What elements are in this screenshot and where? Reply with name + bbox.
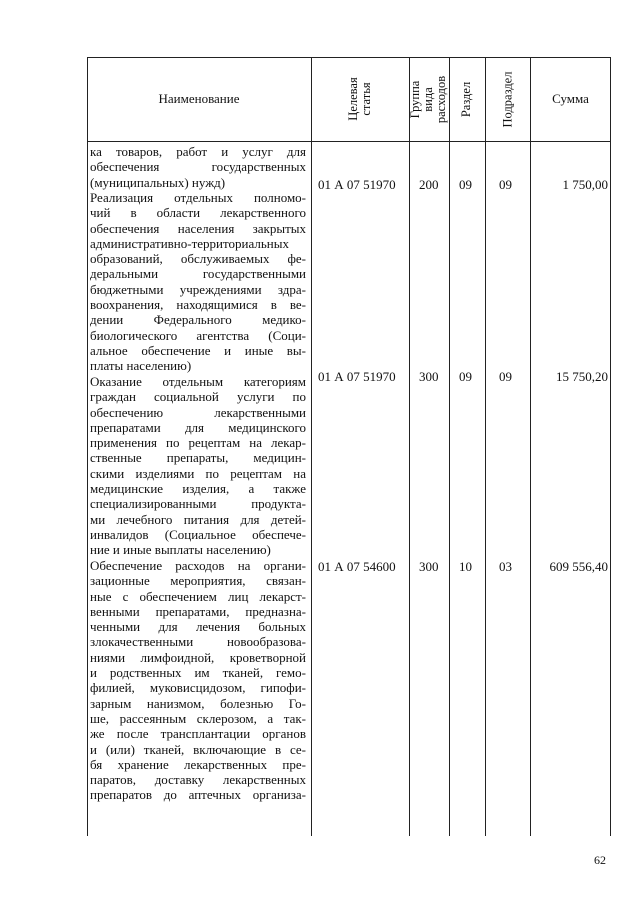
row-section: 09: [459, 177, 472, 192]
description-line: зарным нанизмом, болезнью Го-: [90, 695, 306, 711]
description-line: ше, рассеянным склерозом, а так-: [90, 710, 306, 726]
description-line: применения по рецептам на лекар-: [90, 435, 306, 451]
description-line: обеспечения государственных: [90, 159, 306, 175]
row-section: 10: [459, 559, 472, 574]
header-target-cell: [311, 57, 409, 141]
row-description: [90, 374, 306, 558]
description-line: злокачественными новообразова-: [90, 634, 306, 650]
page-number: 62: [594, 853, 606, 867]
description-line: чий в области лекарственного: [90, 205, 306, 221]
description-line: ниями лимфоидной, кроветворной: [90, 649, 306, 665]
description-line: альное обеспечение и иные вы-: [90, 342, 306, 358]
description-line: ми лечебного питания для детей-: [90, 511, 306, 527]
column-divider: [610, 57, 611, 836]
row-target: 01 А 07 51970: [318, 369, 396, 384]
row-sum: 15 750,20: [556, 369, 608, 384]
row-sum: 609 556,40: [549, 559, 608, 574]
header-name: Наименование: [158, 91, 240, 106]
header-group-cell: [409, 57, 449, 141]
column-divider: [409, 57, 410, 836]
column-divider: [311, 57, 312, 836]
description-line: медицинские изделия, а также: [90, 481, 306, 497]
header-sum: Сумма: [552, 91, 589, 106]
row-subsection: 09: [499, 369, 512, 384]
description-line: и (или) тканей, включающие в се-: [90, 741, 306, 757]
description-line: деральными государственными: [90, 266, 306, 282]
description-line: Оказание отдельным категориям: [90, 374, 306, 389]
description-line: паратов, доставку лекарственных: [90, 772, 306, 788]
description-line: бюджетными учреждениями здра-: [90, 281, 306, 297]
description-line: Обеспечение расходов на органи-: [90, 558, 306, 573]
budget-table: [87, 57, 611, 836]
description-line: воохранения, находящимися в ве-: [90, 297, 306, 313]
description-line: ние и иные выплаты населению): [90, 542, 271, 558]
row-group: 300: [419, 559, 439, 574]
description-line: Реализация отдельных полномо-: [90, 190, 306, 205]
header-target: Целевая статья: [346, 77, 373, 121]
description-line: ченными для лечения больных: [90, 619, 306, 635]
description-line: образований, обслуживаемых фе-: [90, 251, 306, 267]
header-section-cell: [449, 57, 485, 141]
description-line: административно-территориальных: [90, 235, 289, 251]
description-line: ные с обеспечением лиц лекарст-: [90, 588, 306, 604]
description-line: инвалидов (Социальное обеспече-: [90, 526, 306, 542]
row-group: 300: [419, 369, 439, 384]
description-line: ственные препараты, медицин-: [90, 450, 306, 466]
description-line: специализированными продукта-: [90, 496, 306, 512]
row-sum: 1 750,00: [562, 177, 608, 192]
description-line: зационные мероприятия, связан-: [90, 573, 306, 589]
header-subsection-cell: [485, 57, 530, 141]
description-line: препаратами для медицинского: [90, 419, 306, 435]
column-divider: [485, 57, 486, 836]
description-line: обеспечения населения закрытых: [90, 220, 306, 236]
description-line: граждан социальной услуги по: [90, 389, 306, 405]
column-divider: [449, 57, 450, 836]
row-description: [90, 190, 306, 374]
row-subsection: 03: [499, 559, 512, 574]
description-line: и родственных им тканей, гемо-: [90, 665, 306, 681]
row-section: 09: [459, 369, 472, 384]
column-divider: [87, 57, 88, 836]
description-line: венными препаратами, предназна-: [90, 603, 306, 619]
header-section: Раздел: [459, 81, 474, 117]
description-line: платы населению): [90, 358, 192, 374]
description-line: филией, муковисцидозом, гипофи-: [90, 680, 306, 696]
description-line: ка товаров, работ и услуг для: [90, 144, 306, 159]
column-divider: [530, 57, 531, 836]
description-line: бя хранение лекарственных пре-: [90, 756, 306, 772]
row-group: 200: [419, 177, 439, 192]
row-description: [90, 558, 306, 803]
description-line: биологического агентства (Соци-: [90, 327, 306, 343]
description-line: (муниципальных) нужд): [90, 174, 226, 190]
row-target: 01 А 07 54600: [318, 559, 396, 574]
row-subsection: 09: [499, 177, 512, 192]
header-group: Группа вида расходов: [408, 75, 449, 123]
description-line: дении Федерального медико-: [90, 312, 306, 328]
header-bottom-border: [87, 141, 611, 142]
row-target: 01 А 07 51970: [318, 177, 396, 192]
header-subsection: Подраздел: [500, 71, 514, 127]
row-description: [90, 144, 306, 190]
description-line: обеспечению лекарственными: [90, 404, 306, 420]
description-line: же после трансплантации органов: [90, 726, 306, 742]
description-line: препаратов до аптечных организа-: [90, 787, 306, 803]
description-line: скими изделиями по рецептам на: [90, 465, 306, 481]
